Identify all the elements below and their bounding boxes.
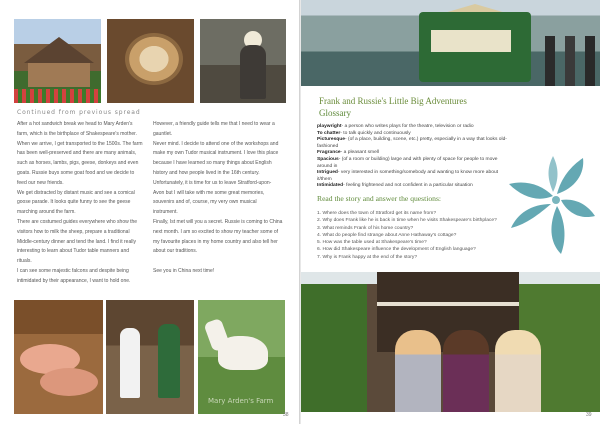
glossary-term: Intrigued	[317, 170, 338, 176]
cottage-wall	[28, 63, 90, 87]
article-line: rituals.	[17, 258, 32, 265]
river-houseboat-photo	[301, 0, 600, 86]
page-number-left: 38	[283, 412, 289, 418]
glossary-term: Intimidated	[317, 183, 344, 189]
glossary-definition: - a person who writes plays for the theatre, television or radio	[341, 124, 474, 129]
article-line: feed our new friends.	[17, 179, 64, 186]
article-line: marching around the farm.	[17, 209, 76, 216]
article-title: Frank and Russie's Little Big Adventures	[319, 96, 467, 106]
article-line: has been well-preserved and there are many animals,	[17, 150, 137, 157]
article-column-left	[17, 120, 145, 287]
guide-figure	[158, 324, 180, 398]
question-item: 4. What do people find strange about Anne Hathaway's cottage?	[317, 232, 457, 238]
article-line: After a hot sandwich break we head to Mary Arden's	[17, 121, 133, 127]
glossary-item	[317, 137, 512, 150]
costumed-woman-photo	[200, 19, 286, 103]
costumed-guides-photo	[106, 300, 194, 414]
guide-figure	[120, 328, 140, 398]
glossary-term: Spacious	[317, 156, 339, 162]
glossary-term: Picturesque	[317, 137, 345, 143]
question-item: 7. Why is Frank happy at the end of the story?	[317, 254, 418, 260]
glossary-item	[317, 124, 512, 131]
girl-figure	[443, 330, 489, 412]
people-silhouettes	[545, 36, 595, 86]
glossary-item	[317, 157, 512, 170]
glossary-definition: - to talk quickly and continuously	[340, 130, 411, 136]
pig	[40, 368, 98, 396]
article-line: gauntlet.	[153, 130, 173, 137]
left-page	[0, 0, 299, 424]
glossary-list	[317, 124, 512, 190]
decorative-flower-icon	[501, 154, 596, 264]
glossary-term: To chatter	[317, 130, 341, 136]
girl-figure	[495, 330, 541, 412]
question-item: 1. Where does the town of Stratford get its name from?	[317, 211, 437, 216]
hat-photo	[107, 19, 194, 103]
article-line: next month. I am so excited to show my teacher some of	[153, 228, 279, 235]
cottage-flowers	[14, 89, 101, 103]
questions-list	[317, 210, 507, 261]
glossary-definition: - very interested in something/somebody and wanting to know more about it/them	[317, 170, 499, 182]
farm-caption: Mary Arden's Farm	[208, 397, 274, 405]
questions-heading: Read the story and answer the questions:	[317, 194, 442, 203]
paragraph-gap	[153, 257, 283, 267]
article-line: interesting to learn about Tudor table manners and	[17, 248, 130, 255]
article-line: See you in China next time!	[153, 267, 215, 274]
woven-hat	[125, 33, 183, 85]
glossary-term: playwright	[317, 124, 342, 129]
article-line: goose parade. It looks quite funny to see the geese	[17, 199, 131, 206]
article-line: instrument.	[153, 209, 178, 216]
page-number-right: 39	[586, 412, 592, 418]
boat-window	[431, 30, 511, 52]
horse-body	[218, 336, 268, 370]
article-line: such as horses, lambs, pigs, geese, donkeys and even	[17, 160, 139, 167]
pigs-photo	[14, 300, 103, 414]
glossary-item	[317, 183, 512, 190]
glossary-definition: - (of a place, building, scene, etc.) pretty, especially in a way that looks old-fashioned	[317, 137, 507, 149]
article-line: We get distracted by distant music and see a comical	[17, 189, 135, 196]
article-line: my favourite places in my home country and also tell her	[153, 238, 278, 245]
question-item: 2. Why does Frank like he is back in time when he visits Shakespeare's birthplace?	[317, 218, 497, 224]
article-line: about our traditions.	[153, 248, 198, 255]
article-line: souvenirs and of, course, my very own musical	[153, 199, 257, 206]
continued-caption: Continued from previous spread	[17, 109, 141, 116]
article-line: Finally, Ist met will you a secret. Russie is coming to China	[153, 218, 283, 225]
glossary-term: Fragrance	[317, 150, 341, 156]
tudor-beam	[377, 302, 519, 306]
article-line: Never mind. I decide to attend one of the workshops and	[153, 140, 279, 147]
article-line: Unfortunately, it is time for us to leave Stratford-upon-	[153, 179, 272, 186]
article-line: history and how people lived in the 16th century.	[153, 169, 260, 176]
cottage-roof	[24, 37, 94, 63]
glossary-item	[317, 150, 512, 157]
glossary-definition: - (of a room or building) large and with plenty of space for people to move around in	[317, 156, 498, 169]
article-line: farm, which is the birthplace of Shakespeare's mother.	[17, 130, 137, 137]
article-line: because I have learned so many things about English	[153, 160, 272, 167]
article-line: intimidated by their appearance, I want to hold one.	[17, 277, 131, 284]
article-column-right	[153, 120, 283, 277]
article-line: However, a friendly guide tells me that I need to wear a	[153, 121, 275, 127]
article-line: I can see some majestic falcons and despite being	[17, 267, 129, 274]
question-item: 6. How did Shakespeare influence the development of English language?	[317, 247, 476, 253]
right-page	[301, 0, 600, 424]
article-line: Middle-century dinner and tend the land. I find it really	[17, 238, 136, 245]
glossary-item	[317, 170, 512, 183]
three-girls-photo	[301, 272, 600, 412]
cottage-photo	[14, 19, 101, 103]
girl-figure	[395, 330, 441, 412]
glossary-definition: - a pleasant smell	[340, 150, 379, 156]
article-line: visitors how to milk the sheep, prepare a traditional	[17, 228, 130, 235]
woman-body	[240, 45, 266, 99]
glossary-definition: - feeling frightened and not confident in a particular situation	[343, 183, 473, 189]
article-line: Avon but I will take with me some great memories,	[153, 189, 265, 196]
article-line: When we arrive, I get transported to the 1500s. The farm	[17, 140, 143, 147]
glossary-heading: Glossary	[319, 108, 351, 118]
question-item: 5. How was the table used at Shakespeare's time?	[317, 240, 427, 246]
question-item: 3. What reminds Frank of his home country?	[317, 225, 414, 231]
article-line: make my own Tudor musical instrument. I love this place	[153, 150, 279, 157]
article-line: There are costumed guides everywhere who show the	[17, 218, 138, 225]
article-line: goats. Russie buys some goat food and we decide to	[17, 169, 135, 176]
